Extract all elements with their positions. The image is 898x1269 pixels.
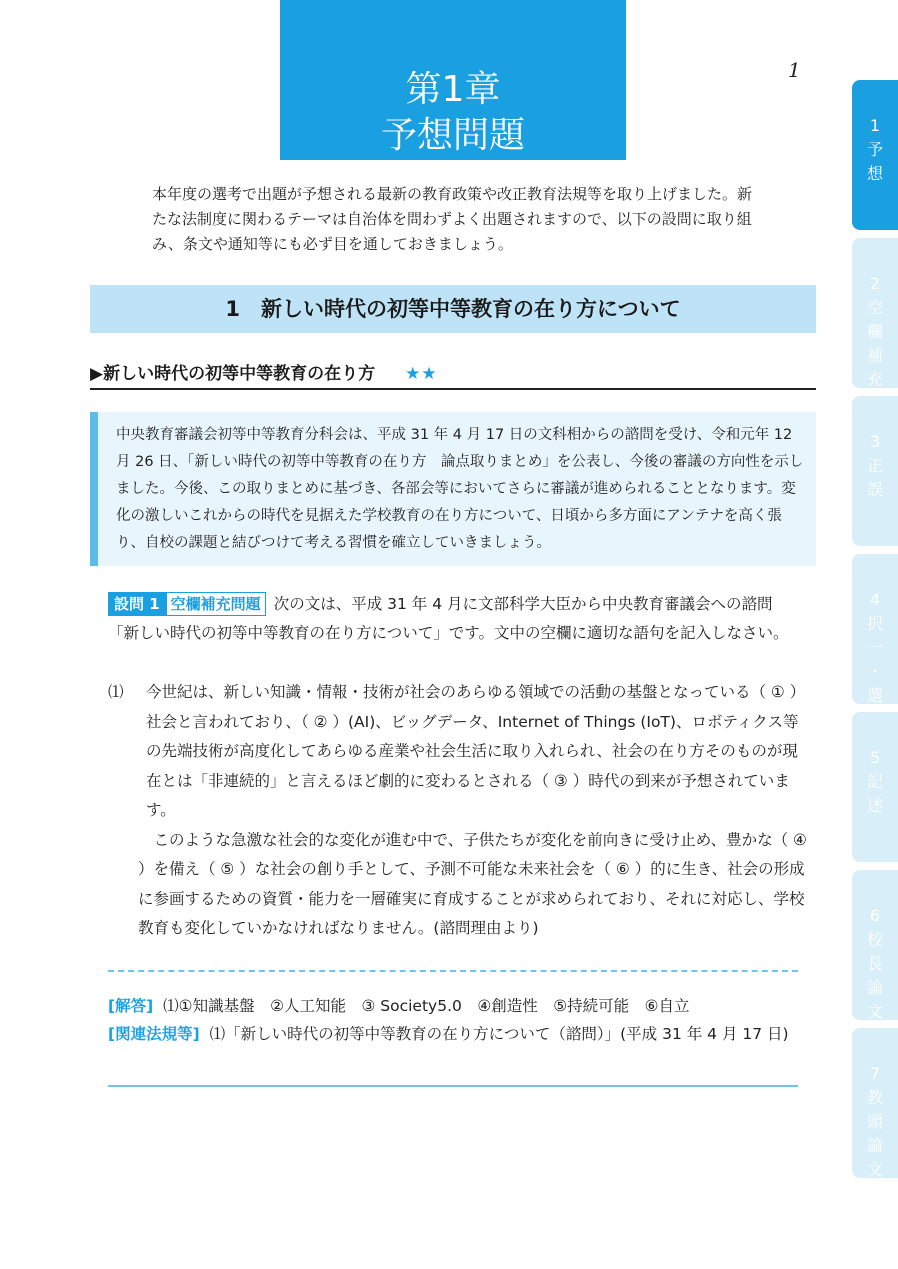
tab-char: 論 — [866, 978, 883, 997]
note-accent-bar — [90, 412, 98, 566]
note-text: 中央教育審議会初等中等教育分科会は、平成 31 年 4 月 17 日の文科相からの諮問を受け、令和元年 12 月 26 日、「新しい時代の初等中等教育の在り方 論点取りまとめ」を公表し、今後の審議の方向性を示しました。今後、この取りまとめに基づき、各部会等においてさらに審議が進められることとなります。変化の激しいこれからの時代を見据えた学校教育の在り方について、日頃から多方面にアンテナを高く張り、自校の課題と結びつけて考える習慣を確立していきましょう。 — [116, 427, 804, 551]
tab-chapter-4[interactable] — [852, 554, 898, 704]
tab-char: 述 — [866, 796, 883, 815]
related-text: ⑴「新しい時代の初等中等教育の在り方について（諮問）」(平成 31 年 4 月 17 日) — [209, 1025, 789, 1043]
tab-chapter-1[interactable] — [852, 80, 898, 230]
item-paragraph-1: 今世紀は、新しい知識・情報・技術が社会のあらゆる領域での活動の基盤となっている（ ① ）社会と言われており、（ ② ）(AI)、ビッグデータ、Internet of Things (IoT)、ロボティクス等の先端技術が高度化してあらゆる産業や社会生活に取り入れられ、社会の在り方そのものが現在とは「非連続的」と言えるほど劇的に変わるとされる（ ③ ）時代の到来が予想されています。 — [146, 683, 806, 819]
section-title: 1 新しい時代の初等中等教育の在り方について — [90, 285, 816, 333]
item-number: ⑴ — [108, 683, 124, 701]
question-block — [108, 590, 800, 648]
tab-char: 校 — [866, 930, 883, 949]
tab-char: 選 — [866, 686, 883, 705]
answer-block — [108, 992, 808, 1048]
answer-row — [108, 992, 808, 1020]
tab-char: 記 — [866, 772, 883, 791]
tab-number: 7 — [869, 1064, 881, 1083]
tab-number: 3 — [869, 432, 881, 451]
tab-number: 1 — [869, 116, 881, 135]
tab-char: 正 — [866, 456, 883, 475]
page-number: 1 — [788, 58, 801, 82]
tab-char: 文 — [866, 1002, 883, 1021]
tab-chapter-3[interactable] — [852, 396, 898, 546]
tab-char: 頭 — [866, 1112, 883, 1131]
tab-number: 2 — [869, 274, 881, 293]
tab-char: 補 — [866, 346, 883, 365]
tab-char: 欄 — [866, 322, 883, 341]
tab-number: 5 — [869, 748, 881, 767]
related-row — [108, 1020, 808, 1048]
tab-char: 充 — [866, 370, 883, 389]
tab-char: 長 — [866, 954, 883, 973]
subsection-heading — [90, 360, 816, 390]
tab-chapter-2[interactable] — [852, 238, 898, 388]
tab-chapter-7[interactable] — [852, 1028, 898, 1178]
chapter-title-box — [280, 0, 626, 160]
tab-number: 6 — [869, 906, 881, 925]
tab-char: 一 — [866, 638, 883, 657]
tab-char: 文 — [866, 1160, 883, 1179]
tab-number: 4 — [869, 590, 881, 609]
chapter-number: 第1章 — [405, 69, 501, 110]
tab-char: ・ — [866, 662, 883, 681]
intro-paragraph: 本年度の選考で出題が予想される最新の教育政策や改正教育法規等を取り上げました。新たな法制度に関わるテーマは自治体を問わずよく出題されますので、以下の設問に取り組み、条文や通知等にも必ず目を通しておきましょう。 — [152, 185, 753, 253]
answer-text: ⑴①知識基盤 ②人工知能 ③ Society5.0 ④創造性 ⑤持続可能 ⑥自立 — [163, 997, 690, 1015]
note-box — [90, 412, 816, 566]
question-number-tag: 設問 1 — [108, 592, 166, 616]
divider-dashed — [108, 970, 798, 972]
tab-char: 誤 — [866, 480, 883, 499]
tab-char: 予 — [866, 140, 883, 159]
related-label: [関連法規等] — [108, 1025, 200, 1043]
tab-char: 論 — [866, 1136, 883, 1155]
importance-stars: ★★ — [405, 364, 438, 384]
answer-label: [解答] — [108, 997, 154, 1015]
question-prompt: 次の文は、平成 31 年 4 月に文部科学大臣から中央教育審議会への諮問「新しい時代の初等中等教育の在り方について」です。文中の空欄に適切な語句を記入しなさい。 — [108, 595, 789, 642]
tab-char: 空 — [866, 298, 883, 317]
item-paragraph-2: このような急激な社会的な変化が進む中で、子供たちが変化を前向きに受け止め、豊かな（ ④ ）を備え（ ⑤ ）な社会の創り手として、予測不可能な未来社会を（ ⑥ ）的に生き、社会の形成に参画するための資質・能力を一層確実に育成することが求められており、それに対応し、学校教育も変化していかなければなりません。(諮問理由より) — [138, 830, 807, 937]
question-item — [108, 678, 808, 944]
tab-char: 択 — [866, 614, 883, 633]
tab-chapter-5[interactable] — [852, 712, 898, 862]
tab-chapter-6[interactable] — [852, 870, 898, 1020]
subsection-title: ▶新しい時代の初等中等教育の在り方 — [90, 364, 376, 384]
divider-solid — [108, 1085, 798, 1087]
tab-char: 教 — [866, 1088, 883, 1107]
tab-char: 想 — [866, 164, 883, 183]
chapter-title: 予想問題 — [380, 115, 525, 156]
question-type-tag: 空欄補充問題 — [166, 592, 266, 616]
